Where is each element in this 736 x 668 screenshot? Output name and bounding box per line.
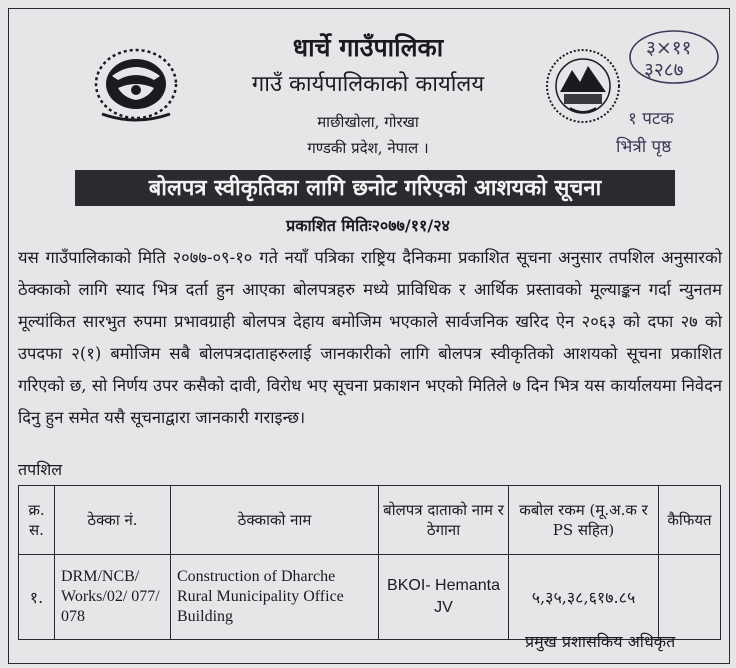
svg-text:३×११: ३×११	[646, 37, 692, 59]
cell-remarks	[659, 555, 721, 640]
cell-contract-name: Construction of Dharche Rural Municipality Office Building	[171, 555, 379, 640]
bid-table	[18, 485, 721, 640]
table-header-row	[19, 486, 721, 555]
published-date: प्रकाशित मितिः२०७७/११/२४	[286, 216, 450, 235]
office-subtitle: गाउँ कार्यपालिकाको कार्यालय	[251, 72, 485, 97]
notice-headline: बोलपत्र स्वीकृतिका लागि छनोट गरिएको आशयको सूचना	[75, 170, 675, 206]
table-row	[19, 555, 721, 640]
col-header-amount: कबोल रकम (मू.अ.क र PS सहित)	[509, 486, 659, 555]
cell-sn: १.	[19, 555, 55, 640]
svg-text:१ पटक: १ पटक	[628, 109, 674, 129]
cell-bidder: BKOI- Hemanta JV	[379, 555, 509, 640]
schedule-label: तपशिल	[18, 460, 63, 479]
notice-body: यस गाउँपालिकाको मिति २०७७-०९-१० गते नयाँ पत्रिका राष्ट्रिय दैनिकमा प्रकाशित सूचना अनुसार तपशिल अनुसारको ठेक्काको लागि स्याद भित्र दर्ता हुन आएका बोलपत्रहरु मध्ये प्राविधिक र आर्थिक प्रस्तावको मूल्याङ्कन गर्दा न्युनतम मूल्यांकित सारभुत रुपमा प्रभावग्राही बोलपत्र देहाय बमोजिम भएकाले सार्वजनिक खरिद ऐन २०६३ को दफा २७ को उपदफा २(१) बमोजिम सबै बोलपत्रदाताहरुलाई जानकारीको लागि बोलपत्र स्वीकृतिको आशयको सूचना प्रकाशित गरिएको छ, सो निर्णय उपर कसैको दावी, विरोध भए सूचना प्रकाशन भएको मितिले ७ दिन भित्र यस कार्यालयमा निवेदन दिनु हुन समेत यसै सूचनाद्वारा जानकारी गराइन्छ।	[18, 248, 722, 427]
svg-text:भित्री पृष्ठ: भित्री पृष्ठ	[616, 137, 672, 157]
col-header-remarks: कैफियत	[659, 486, 721, 555]
col-header-contract-no: ठेक्का नं.	[55, 486, 171, 555]
municipality-title: धार्चे गाउँपालिका	[292, 33, 444, 62]
address-line-2: गण्डकी प्रदेश, नेपाल ।	[307, 139, 429, 157]
col-header-sn: क्र. स.	[19, 486, 55, 555]
svg-text:३२८७: ३२८७	[644, 59, 684, 81]
col-header-contract-name: ठेक्काको नाम	[171, 486, 379, 555]
col-header-bidder: बोलपत्र दाताको नाम र ठेगाना	[379, 486, 509, 555]
cell-contract-no: DRM/NCB/ Works/02/ 077/ 078	[55, 555, 171, 640]
cell-amount: ५,३५,३८,६१७.८५	[509, 555, 659, 640]
signatory-title: प्रमुख प्रशासकिय अधिकृत	[525, 632, 676, 651]
address-line-1: माछीखोला, गोरखा	[317, 113, 419, 131]
